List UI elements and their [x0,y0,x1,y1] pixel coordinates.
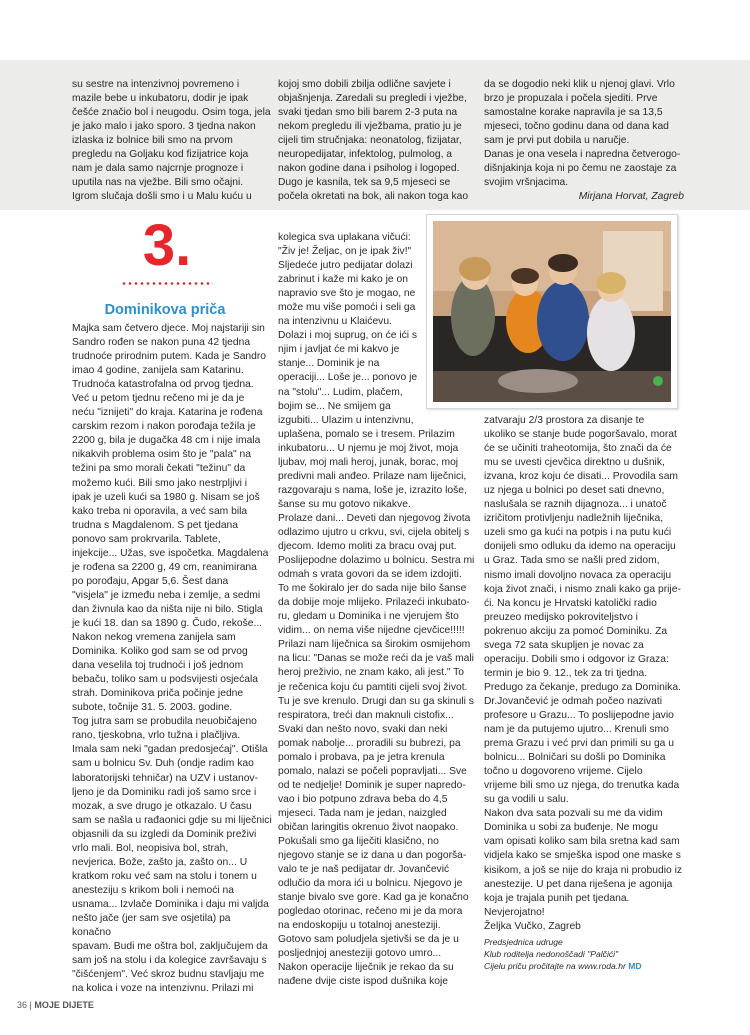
text-line: njegovo stanje se iz dana u dan pogorša- [278,850,467,862]
text-line: nakon godine dana i psiholog i logoped. [278,163,460,175]
text-line: stanje... Dominik je na [278,358,380,370]
text-line: da se dogodio neki klik u njenoj glavi. Vrlo [484,79,675,90]
text-line: Majka sam četvero djece. Moj najstariji sin [72,323,265,334]
text-line: Dugo je kasnila, tek sa 9,5 mjeseci se [278,177,451,189]
text-line: To me šokiralo jer do sada nije bilo šanse [278,583,467,595]
text-line: injekcije... Užas, sve ispočetka. Magdalena [72,547,269,559]
text-line: donijeli smo odluku da idemo na operaciju [484,541,676,553]
text-line: je jako malo i jako sporo. 3 tjedna nakon [72,121,256,133]
text-line: stanje bivalo sve gore. Kad ga je konačno [278,892,469,904]
credit-club: Klub roditelja nedonoščadi "Palčići" [484,949,619,959]
text-line: kratkom roku već sam na stolu i tonem u [72,870,257,882]
text-line: je rođena sa 2200 g, 49 cm, reanimirana [72,561,257,573]
text-line: vrijeme bili smo uz njega, do trenutka kada [484,780,680,792]
family-photo [433,221,671,402]
text-line: cijeli tim stručnjaka: neonatolog, fizijatar, [278,135,462,147]
text-line: carskim rezom i nakon porođaja težila je [72,421,256,433]
text-line: nađene dvije ciste ispod dušnika koje [278,976,449,988]
page-number: 36 [17,1000,28,1010]
text-line: Danas je ona vesela i napredna četverogo- [484,149,681,161]
text-line: nismo imali dovoljno novaca za operaciju [484,569,672,581]
text-line: može mu više pomoći i seli ga [278,302,416,314]
text-line: Nevjerojatno! [484,906,545,918]
text-line: anesteziju s krikom boli i nemoći na [72,884,234,896]
text-line: spavam. Budi me oštra bol, zaključujem da [72,941,268,953]
text-line: su ga vodili u salu. [484,794,569,806]
text-line: odmah s vrata govori da se idem izdojiti. [278,569,462,581]
text-line: neću "iznijeti" do kraja. Katarina je rođena [72,407,263,419]
text-line: pomalo i probava, pa je jetra krenula [278,751,445,763]
text-line: da dobije moje mlijeko. Prilazeći inkubato- [278,597,470,609]
text-line: Tu je sve krenulo. Drugi dan su ga skinuli s [278,695,474,707]
text-line: Prilazi nam liječnica sa širokim osmijehom [278,639,471,651]
text-line: težini pa smo morali čekati "težinu" da [72,463,246,475]
text-line: izvana, kroz koju će disati... Provodila sam [484,471,679,483]
text-line: rano, tjeskobna, vrlo tužna i plačljiva. [72,730,241,742]
text-line: nešto jače (jer sam sve osjetila) pa konačno [72,912,231,939]
story-number: 3. [142,213,192,278]
text-line: subote, točnije 31. 5. 2003. godine. [72,702,233,714]
text-line: kako treba ni oporavila, a već sam bila [72,505,248,517]
text-line: možemo kući. Bili smo jako nestrpljivi i [72,477,248,489]
text-line: nam je da putujemo ujutro... Krenuli smo [484,724,669,736]
text-line: su sestre na intenzivnoj povremeno i [72,79,240,90]
text-line: ru, gledam u Dominika i ne vjerujem što [278,611,459,623]
text-line: izlaska iz bolnice bili smo na prvom [72,135,233,147]
text-line: imao 4 godine, zanijela sam Katarinu. [72,365,244,377]
text-line: izričitom protivljenju nadležnih liječnika, [484,513,664,525]
credit-link[interactable]: Cijelu priču pročitajte na www.roda.hr [484,961,626,971]
previous-story-column-2 [278,78,478,204]
text-line: pomalo, nalazi se počeli popravljati... Sve [278,765,467,777]
text-line: na "stolu"... Ludim, plačem, [278,386,403,398]
story-credits [484,936,694,972]
text-line: vidjela kako se smješka ispod one maske s [484,850,681,862]
text-line: mazile bebe u inkubatoru, dodir je ipak [72,93,249,105]
text-line: pokrenuo akciju za pomoć Dominiku. Za [484,625,668,637]
text-line: zatvaraju 2/3 prostora za disanje te [484,415,645,426]
text-line: kisikom, a još se nije do kraja ni probudio iz [484,864,683,876]
text-line: šanse su mu gotovo nikakve. [278,498,411,510]
text-line: mu se uvesti cjevčica direktno u dušnik, [484,457,665,469]
text-line: nam je dala samo najcrnje prognoze i [72,163,244,175]
text-line: ipak je uzeli kući sa 1980 g. Nisam se još [72,491,260,503]
text-line: nekom pregledu ili vježbama, pratio ju je [278,121,462,133]
text-line: "Živ je! Željac, on je ipak živ!" [278,246,412,258]
text-line: nikakvih problema osim što je "pala" na [72,449,252,461]
text-line: njim i javljat će mi kakvo je [278,344,400,356]
text-line: će se učiniti traheotomija, što znači da će [484,443,672,455]
text-line: uz njega u bolnici po deset sati dnevno, [484,485,665,497]
text-line: točno u dogovoreno vrijeme. Cijelo [484,766,643,778]
text-line: operaciju. Dobili smo i odgovor iz Graza: [484,653,669,665]
previous-story-column-3 [484,78,690,190]
text-line: Nakon operacije liječnik je rekao da su [278,962,454,974]
dotted-divider [121,282,213,285]
text-line: Nakon dva sata pozvali su me da vidim [484,808,663,820]
text-line: dan živnula kao da ništa nije ni bilo. Stigla [72,603,263,615]
text-line: koja život znači, i nismo znali kako ga prije- [484,583,681,595]
text-line: Predugo za čekanje, predugo za Dominika. [484,681,681,693]
text-line: trudnoće prirodnim putem. Kada je Sandro [72,351,267,363]
text-line: Pokušali smo ga liječiti klasično, no [278,836,439,848]
text-line: objašnjenja. Zaredali su pregledi i vježbe, [278,93,467,105]
text-line: Željka Vučko, Zagreb [484,920,581,932]
text-line: razgovaraju s nama, loše je, izrazito loše, [278,484,467,496]
text-line: napravio sve što je mogao, ne [278,288,416,300]
text-line: Dolazi i moj suprug, on će ići s [278,330,418,342]
text-line: od te nedjelje! Dominik je super napredo- [278,779,466,791]
text-line: mjeseci, točno godinu dana od dana kad [484,121,669,133]
text-line: u Graz. Tada smo se našli pred zidom, [484,555,660,567]
text-line: uputila nas na vježbe. Bili smo očajni. [72,177,244,189]
text-line: izgubiti... Ulazim u intenzivnu, [278,414,414,426]
text-line: Sandro rođen se nakon puna 42 tjedna [72,337,251,349]
text-line: Nakon nekog vremena zanijela sam [72,632,236,644]
previous-story-column-1 [72,78,272,204]
text-line: operaciji... Loše je... ponovo je [278,372,418,384]
text-line: običan laringitis okrenuo život naopako. [278,821,459,833]
footer-separator: | [29,1000,32,1010]
text-line: respiratora, treći dan maknuli cistofix... [278,709,454,721]
text-line: inkubatoru... U njemu je moj život, moja [278,442,459,454]
text-line: Igrom slučaja došli smo i u Malu kuću u [72,191,252,203]
md-mark: MD [628,961,642,971]
text-line: je rečenica koju ću pamtiti cijeli svoj život. [278,681,468,693]
story-title: Dominikova priča [104,302,226,318]
text-line: Dominika. Koliko god sam se od prvog [72,646,248,658]
text-line: neuropedijatar, infektolog, pulmolog, a [278,149,453,161]
text-line: vrlo mali. Bol, neopisiva bol, strah, [72,842,229,854]
text-line: "čišćenjem". Već skroz budnu stavljaju me [72,969,265,981]
text-line: profesore u Grazu... To poslijepodne javio [484,709,674,721]
text-line: vidim... on nema više nijedne cjevčice!!!!! [278,625,465,637]
credit-link-line [484,960,694,972]
text-line: Imala sam neki "gadan predosjećaj". Otišla [72,744,268,756]
text-line: naslušala se raznih dijagnoza... i unatoč [484,499,667,511]
text-line: uzeli smo ga kući na potpis i na putu kući [484,527,672,539]
text-line: prema Grazu i već prvi dan primili su ga u [484,738,674,750]
text-line: brzo je propuzala i počela sjediti. Prve [484,93,658,105]
text-line: odlazimo ujutro u crkvu, svi, cijela obitelj s [278,526,470,538]
text-line: bebaču, toliko sam u podsvijesti osjećala [72,674,259,686]
text-line: mozak, a sve drugo je otkazalo. U času [72,800,252,812]
text-line: na licu: "Danas se može reći da je vaš mali [278,653,474,665]
text-line: dana veselila toj trudnoći i još jednom [72,660,244,672]
text-line: Prolaze dani... Deveti dan njegovog života [278,512,471,524]
text-line: vao i bio potpuno zdrava beba do 4,5 [278,793,448,805]
text-line: sam još na stolu i da kolegice završavaju s [72,955,267,967]
text-line: na endoskopiju u totalnoj anesteziji. [278,920,441,932]
text-line: Trudnoća katastrofalna od prvog tjedna. [72,379,254,391]
text-line: kojoj smo dobili zbilja odlične savjete i [278,79,451,90]
text-line: dišnjakinja koja ni po čemu ne zaostaje za [484,163,677,175]
text-line: Dominika u sobi za buđenje. Ne mogu [484,822,659,834]
text-line: svaki tjedan smo bili barem 2-3 puta na [278,107,458,119]
text-line: posljednjoj anesteziji gotovo umro... [278,948,442,960]
text-line: odlučio da mora ići u bolnicu. Njegovo je [278,878,463,890]
text-line: objasnili da su izgledi da Dominik preživi [72,828,257,840]
text-line: pregledu na Goljaku kod fizijatrice koja [72,149,249,161]
text-line: laboratorijski tehničar) na UZV i ustanov- [72,772,258,784]
text-line: koja je trajala punih pet tjedana. [484,892,630,904]
text-line: po porođaju, Apgar 5,6. Šest dana [72,575,229,587]
story-column-1 [72,322,272,996]
family-photo-frame [426,214,678,409]
text-line: sam je prvi put dobila u naručje. [484,135,630,147]
text-line: pogledao otorinac, rečeno mi je da mora [278,906,463,918]
text-line: trudna s Magdalenom. S pet tjedana [72,519,239,531]
text-line: na intenzivnu u Klaićevu. [278,316,392,328]
text-line: "visjela" je između neba i zemlje, a sedmi [72,589,261,601]
text-line: ukoliko se stanje bude pogoršavalo, morat [484,429,677,441]
text-line: počela okretati na bok, ali nakon toga kao [278,191,469,203]
text-line: svojim vršnjacima. [484,177,569,189]
text-line: Sljedeće jutro pedijatar dolazi [278,260,413,272]
text-line: ljeno je da Dominiku radi još samo srce i [72,786,257,798]
text-line: bojim se... Ne smijem ga [278,400,391,412]
text-line: preuzeo medijsko pokroviteljstvo i [484,611,638,623]
credit-role: Predsjednica udruge [484,937,563,947]
text-line: strah. Dominikova priča počinje jedne [72,688,244,700]
text-line: Svaki dan nešto novo, svaki dan neki [278,723,448,735]
text-line: samostalne korake napravila je sa 13,5 [484,107,663,119]
text-line: sam se našla u rađaonici gdje su mi liječnici [72,814,272,826]
text-line: nevjerica. Bože, zašto ja, zašto on... U [72,856,248,868]
text-line: vam opisati koliko sam bila sretna kad sam [484,836,680,848]
text-line: Poslijepodne dolazimo u bolnicu. Sestra mi [278,555,475,567]
text-line: mjeseci. Tada nam je jedan, naizgled [278,807,447,819]
text-line: je kući 18. dan sa 1890 g. Čudo, rekoše... [72,617,263,629]
text-line: heroj preživio, ne znam kako, ali jest." To [278,667,465,679]
text-line: ponovo sam prokrvarila. Tablete, [72,533,221,545]
text-line: Gotovo sam poludjela sjetivši se da je u [278,934,459,946]
text-line: uplašena, pomalo se i tresem. Prilazim [278,428,455,440]
text-line: kolegica sva uplakana vičući: [278,232,411,243]
text-line: predivni mali anđeo. Prilaze nam liječnici, [278,470,467,482]
text-line: anestezije. U pet dana riješena je agonija [484,878,673,890]
text-line: svega 72 sata skupljen je novac za [484,639,644,651]
magazine-name: MOJE DIJETE [34,1000,94,1010]
text-line: Tog jutra sam se probudila neuobičajeno [72,716,257,728]
text-line: ljubav, moj mali heroj, junak, borac, moj [278,456,459,468]
previous-story-signature: Mirjana Horvat, Zagreb [578,191,684,202]
story-column-3 [484,414,690,934]
text-line: ći. Na koncu je Hrvatski katolički radio [484,597,657,609]
text-line: djecom. Idemo moliti za bracu ovaj put. [278,541,457,553]
text-line: pomak nabolje... proradili su bubrezi, pa [278,737,461,749]
text-line: termin je bio 9. 12., tek za tri tjedna. [484,667,648,679]
text-line: češće značio bol i neugodu. Osim toga, jela [72,107,271,119]
text-line: sam u bolnicu Sv. Duh (ondje radim kao [72,758,254,770]
text-line: 2200 g, bila je dugačka 48 cm i nije imala [72,435,261,447]
text-line: Dr.Jovančević je odmah počeo nazivati [484,695,663,707]
family-photo-image [433,221,671,402]
text-line: valo te je naš pedijatar dr. Jovančević [278,864,450,876]
text-line: zabrinut i kaže mi kako je on [278,274,408,286]
page-footer [17,1000,94,1010]
text-line: na kolica i voze na intenzivnu. Prilazi mi [72,983,254,995]
text-line: bolnicu... Bolničari su došli po Dominika [484,752,666,764]
text-line: usnama... Izvlače Dominika i daju mi valjda [72,898,269,910]
text-line: Već u petom tjednu rečeno mi je da je [72,393,245,405]
